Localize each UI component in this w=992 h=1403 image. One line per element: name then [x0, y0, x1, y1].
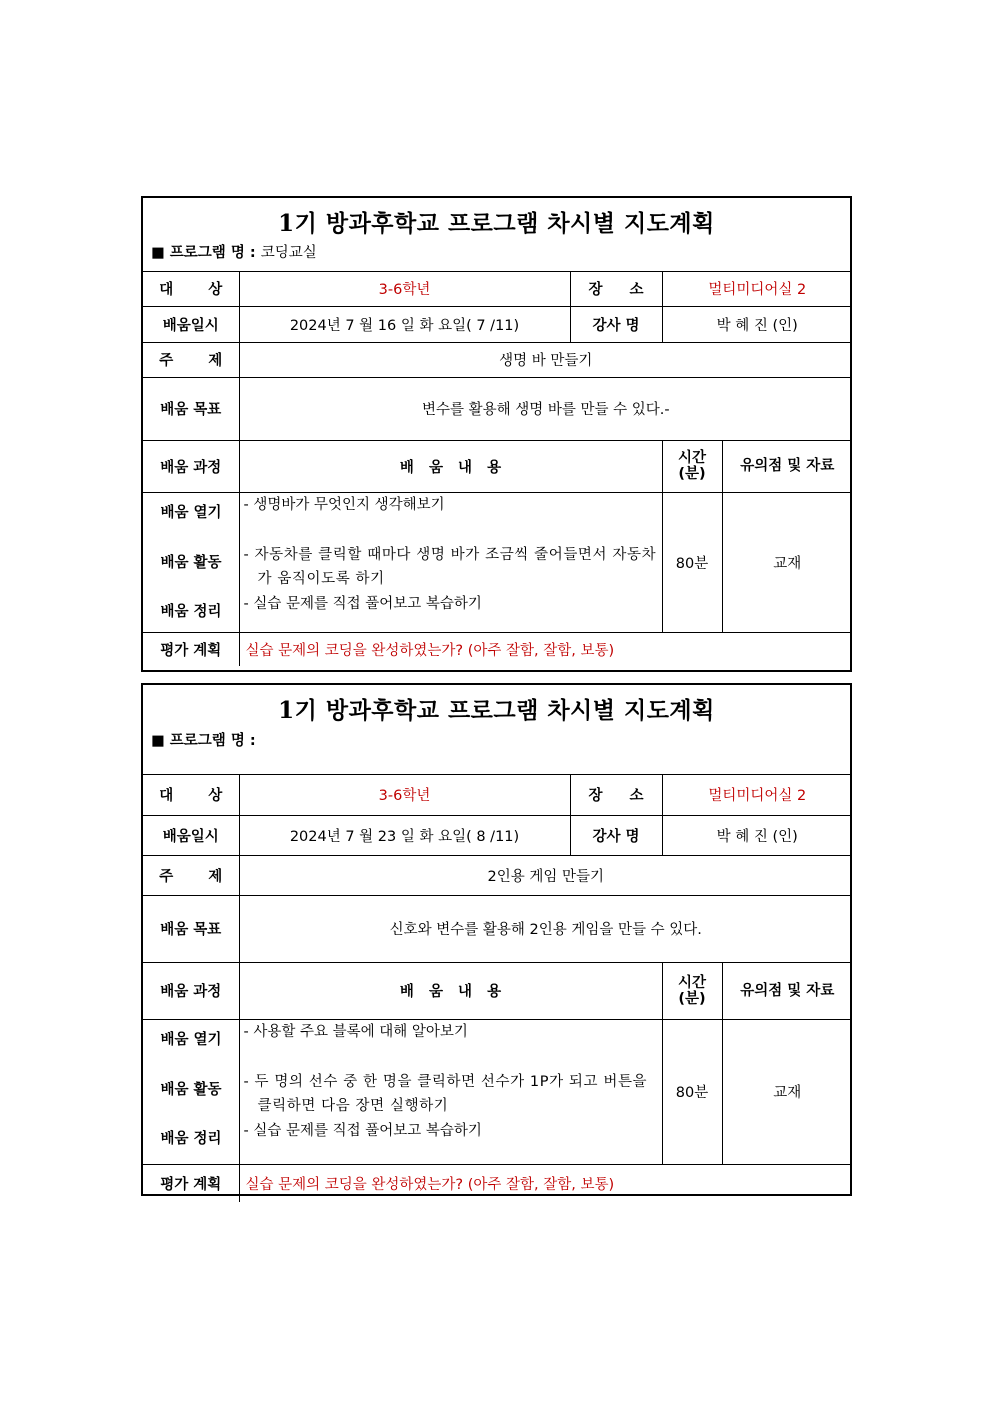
target-value: 3-6학년	[239, 272, 570, 306]
program-name-label: ■ 프로그램 명 :	[151, 733, 256, 749]
time-label: 시간(분)	[662, 440, 722, 492]
material-value: 교재	[722, 1019, 852, 1164]
phase-column	[143, 492, 239, 632]
eval-value: 실습 문제의 코딩을 완성하였는가? (아주 잘함, 잘함, 보통)	[239, 1164, 852, 1202]
process-label: 배움 과정	[143, 962, 239, 1019]
plan-title: 1기 방과후학교 프로그램 차시별 지도계획	[278, 697, 715, 724]
teacher-value: 박 혜 진 (인)	[662, 815, 852, 855]
plan-title: 1기 방과후학교 프로그램 차시별 지도계획	[278, 210, 715, 237]
teacher-value: 박 혜 진 (인)	[662, 306, 852, 342]
time-value: 80분	[662, 1019, 722, 1164]
content-column	[239, 492, 662, 632]
eval-value: 실습 문제의 코딩을 완성하였는가? (아주 잘함, 잘함, 보통)	[239, 632, 852, 666]
eval-label: 평가 계획	[143, 632, 239, 666]
date-value: 2024년 7 월 16 일 화 요일( 7 /11)	[239, 306, 570, 342]
phase-activity: 배움 활동	[160, 554, 222, 571]
target-label: 대 상	[143, 272, 239, 306]
program-name-label: ■ 프로그램 명 :	[151, 245, 256, 261]
plan-header	[143, 685, 850, 775]
place-label: 장 소	[570, 775, 662, 815]
goal-label: 배움 목표	[143, 895, 239, 962]
eval-label: 평가 계획	[143, 1164, 239, 1202]
process-label: 배움 과정	[143, 440, 239, 492]
teacher-label: 강사 명	[570, 815, 662, 855]
content-close: - 실습 문제를 직접 풀어보고 복습하기	[243, 595, 482, 612]
goal-value: 변수를 활용해 생명 바를 만들 수 있다.-	[239, 377, 852, 440]
teacher-label: 강사 명	[570, 306, 662, 342]
goal-value: 신호와 변수를 활용해 2인용 게임을 만들 수 있다.	[239, 895, 852, 962]
phase-open: 배움 열기	[160, 1031, 222, 1048]
topic-value: 생명 바 만들기	[239, 342, 852, 377]
program-name	[143, 239, 850, 271]
content-close: - 실습 문제를 직접 풀어보고 복습하기	[243, 1122, 482, 1139]
note-label: 유의점 및 자료	[722, 962, 852, 1019]
phase-activity: 배움 활동	[160, 1081, 222, 1098]
content-activity: - 자동차를 클릭할 때마다 생명 바가 조금씩 줄어들면서 자동차가 움직이도록 하기	[243, 546, 657, 587]
phase-close: 배움 정리	[160, 1130, 222, 1147]
content-open: - 사용할 주요 블록에 대해 알아보기	[243, 1023, 468, 1040]
note-label: 유의점 및 자료	[722, 440, 852, 492]
program-name	[143, 726, 850, 774]
plan-table	[143, 272, 852, 666]
place-value: 멀티미디어실 2	[662, 775, 852, 815]
material-value: 교재	[722, 492, 852, 632]
topic-value: 2인용 게임 만들기	[239, 855, 852, 895]
topic-label: 주 제	[143, 855, 239, 895]
date-label: 배움일시	[143, 815, 239, 855]
date-value: 2024년 7 월 23 일 화 요일( 8 /11)	[239, 815, 570, 855]
place-value: 멀티미디어실 2	[662, 272, 852, 306]
lesson-plan-1	[141, 196, 852, 672]
plan-table	[143, 775, 852, 1202]
target-value: 3-6학년	[239, 775, 570, 815]
content-activity: - 두 명의 선수 중 한 명을 클릭하면 선수가 1P가 되고 버튼을 클릭하면 다음 장면 실행하기	[243, 1073, 648, 1114]
content-label: 배 움 내 용	[239, 962, 662, 1019]
goal-label: 배움 목표	[143, 377, 239, 440]
phase-close: 배움 정리	[160, 603, 222, 620]
phase-column	[143, 1019, 239, 1164]
place-label: 장 소	[570, 272, 662, 306]
target-label: 대 상	[143, 775, 239, 815]
plan-header	[143, 198, 850, 272]
content-open: - 생명바가 무엇인지 생각해보기	[243, 496, 445, 513]
time-value: 80분	[662, 492, 722, 632]
program-name-value: 코딩교실	[260, 245, 317, 261]
topic-label: 주 제	[143, 342, 239, 377]
time-label: 시간(분)	[662, 962, 722, 1019]
content-column	[239, 1019, 662, 1164]
content-label: 배 움 내 용	[239, 440, 662, 492]
lesson-plan-2	[141, 683, 852, 1196]
date-label: 배움일시	[143, 306, 239, 342]
phase-open: 배움 열기	[160, 504, 222, 521]
